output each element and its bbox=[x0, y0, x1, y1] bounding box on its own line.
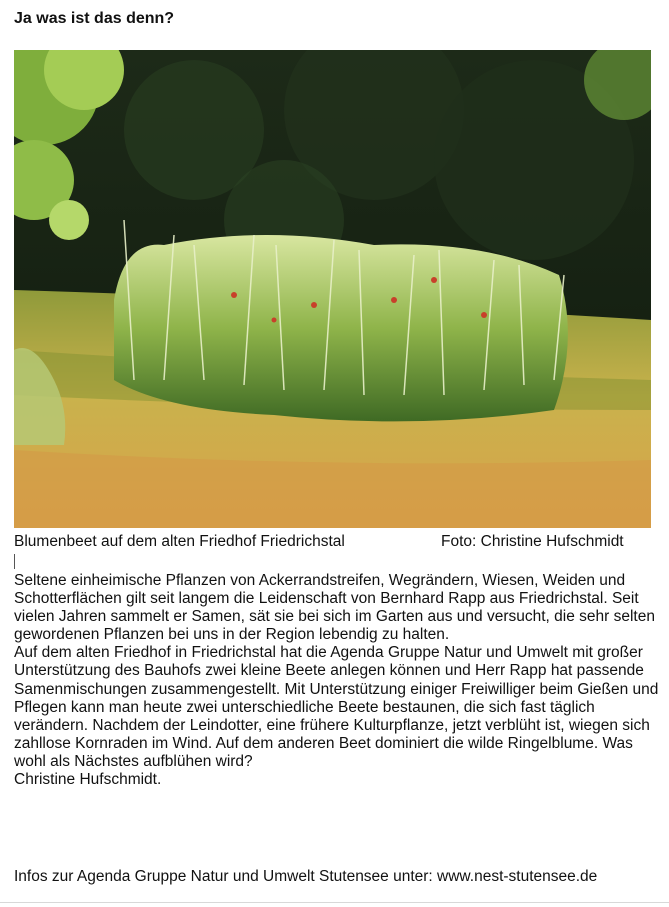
photo-caption: Blumenbeet auf dem alten Friedhof Friedrichstal bbox=[14, 533, 345, 550]
text-cursor bbox=[14, 554, 15, 569]
footer-info: Infos zur Agenda Gruppe Natur und Umwelt Stutensee unter: www.nest-stutensee.de bbox=[14, 868, 598, 885]
article-paragraph: Seltene einheimische Pflanzen von Ackerrandstreifen, Wegrändern, Wiesen, Weiden und Schotterflächen gilt seit langem die Leidenschaft von Bernhard Rapp aus Friedrichstal. Seit vielen Jahren sammelt er Samen, sät sie bei sich im Garten aus und versucht, die sehr selten gewordenen Pflanzen bei uns in der Region lebendig zu halten. bbox=[14, 572, 655, 644]
article-author: Christine Hufschmidt. bbox=[14, 771, 162, 789]
headline: Ja was ist das denn? bbox=[14, 10, 175, 27]
article-paragraph: Auf dem alten Friedhof in Friedrichstal hat die Agenda Gruppe Natur und Umwelt mit großer Unterstützung des Bauhofs zwei kleine Beete anlegen können und Herr Rapp hat passende Samenmischungen zusammengestellt. Mit Unterstützung einiger Freiwilliger beim Gießen und Pflegen kann man heute zwei unterschiedliche Beete bestaunen, die sich fast täglich verändern. Nachdem der Leindotter, eine frühere Kulturpflanze, jetzt verblüht ist, wiegen sich zahllose Kornraden im Wind. Auf dem anderen Beet dominiert die wilde Ringelblume. Was wohl als Nächstes aufblühen wird? bbox=[14, 644, 659, 770]
article-body bbox=[14, 572, 662, 789]
photo-caption-row bbox=[14, 533, 654, 551]
flowerbed-photo bbox=[14, 50, 651, 528]
photo-credit: Foto: Christine Hufschmidt bbox=[441, 533, 624, 550]
divider bbox=[0, 902, 669, 903]
